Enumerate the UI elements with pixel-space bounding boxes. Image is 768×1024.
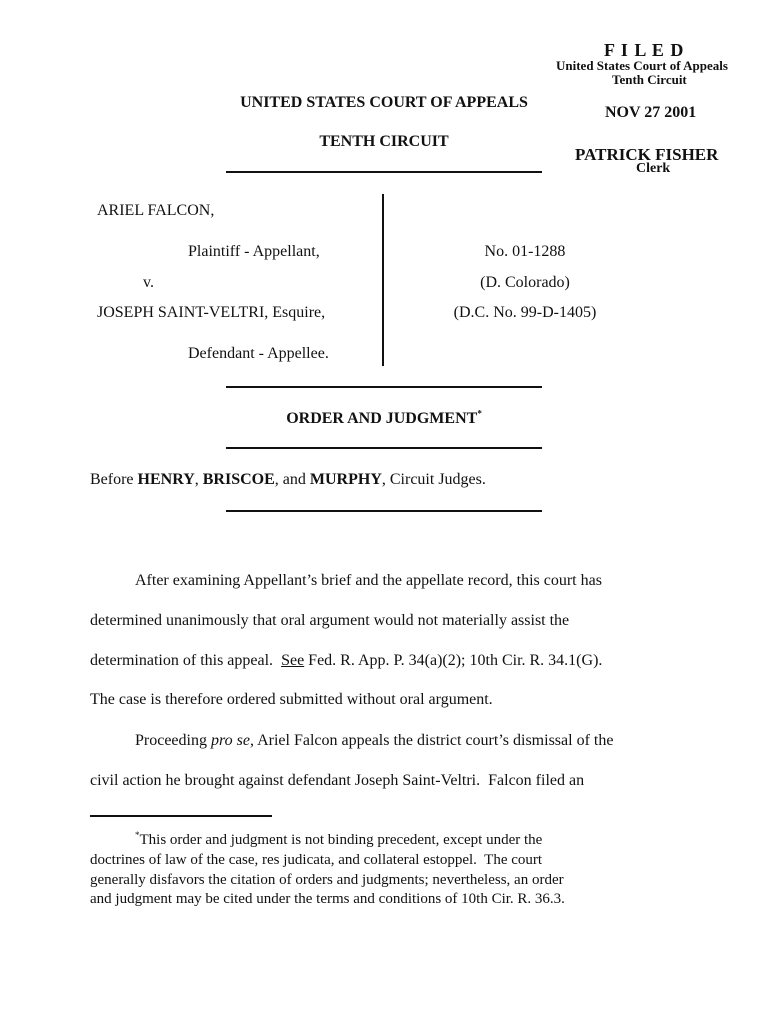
order-title-rule	[226, 447, 542, 449]
footnote-line-3: generally disfavors the citation of orders and judgments; nevertheless, an order	[90, 872, 564, 888]
judge-briscoe: BRISCOE	[202, 471, 275, 488]
filed-label: F I L E D	[604, 40, 685, 60]
body-line-2: determined unanimously that oral argument would not materially assist the	[90, 612, 570, 629]
caption-divider	[382, 194, 384, 366]
order-title	[226, 410, 542, 428]
panel-suffix: , Circuit Judges.	[381, 471, 486, 488]
footnote-line-1-text: This order and judgment is not binding precedent, except under the	[139, 832, 543, 848]
panel-sep2: , and	[274, 471, 310, 488]
judge-henry: HENRY	[137, 471, 195, 488]
panel-before: Before	[90, 471, 138, 488]
caption-bottom-rule	[226, 386, 542, 388]
body-line-3-a: determination of this appeal.	[90, 652, 282, 669]
order-title-footnote-mark: *	[477, 408, 482, 419]
pro-se: pro se	[210, 732, 250, 749]
stamp-circuit: Tenth Circuit	[612, 72, 687, 87]
judge-murphy: MURPHY	[309, 471, 382, 488]
stamp-date: NOV 27 2001	[605, 104, 697, 121]
body-line-4: The case is therefore ordered submitted without oral argument.	[90, 691, 493, 708]
stamp-clerk-name: PATRICK FISHER	[575, 145, 719, 164]
order-title-text: ORDER AND JUDGMENT	[286, 410, 478, 427]
panel-sep1: ,	[194, 471, 203, 488]
versus: v.	[143, 274, 154, 291]
body-line-3-b: Fed. R. App. P. 34(a)(2); 10th Cir. R. 34.1(G).	[304, 652, 603, 669]
plaintiff-role: Plaintiff - Appellant,	[188, 243, 320, 260]
see-signal: See	[281, 652, 305, 669]
footnote-line-2: doctrines of law of the case, res judicata, and collateral estoppel. The court	[90, 852, 543, 868]
body-line-1: After examining Appellant’s brief and the appellate record, this court has	[135, 572, 602, 589]
header-rule	[226, 171, 542, 173]
circuit-name: TENTH CIRCUIT	[319, 133, 449, 150]
body-line-5-a: Proceeding	[135, 732, 211, 749]
defendant-role: Defendant - Appellee.	[188, 345, 329, 362]
stamp-clerk-title: Clerk	[636, 161, 671, 176]
body-line-5-b: , Ariel Falcon appeals the district court’s dismissal of the	[249, 732, 614, 749]
footnote-mark: *	[135, 830, 140, 840]
panel-line	[90, 471, 486, 489]
court-name: UNITED STATES COURT OF APPEALS	[240, 94, 528, 111]
body-line-3	[90, 652, 602, 670]
plaintiff-name: ARIEL FALCON,	[97, 202, 215, 219]
district: (D. Colorado)	[480, 274, 570, 291]
panel-rule	[226, 510, 542, 512]
footnote-line-4: and judgment may be cited under the terms and conditions of 10th Cir. R. 36.3.	[90, 891, 565, 907]
stamp-court: United States Court of Appeals	[556, 58, 728, 73]
case-number: No. 01-1288	[484, 243, 566, 260]
footnote-rule	[90, 815, 272, 817]
district-case-number: (D.C. No. 99-D-1405)	[453, 304, 597, 321]
body-line-6: civil action he brought against defendant Joseph Saint-Veltri. Falcon filed an	[90, 772, 585, 789]
footnote-line-1	[135, 832, 542, 849]
defendant-name: JOSEPH SAINT-VELTRI, Esquire,	[97, 304, 326, 321]
body-line-5	[135, 732, 613, 750]
